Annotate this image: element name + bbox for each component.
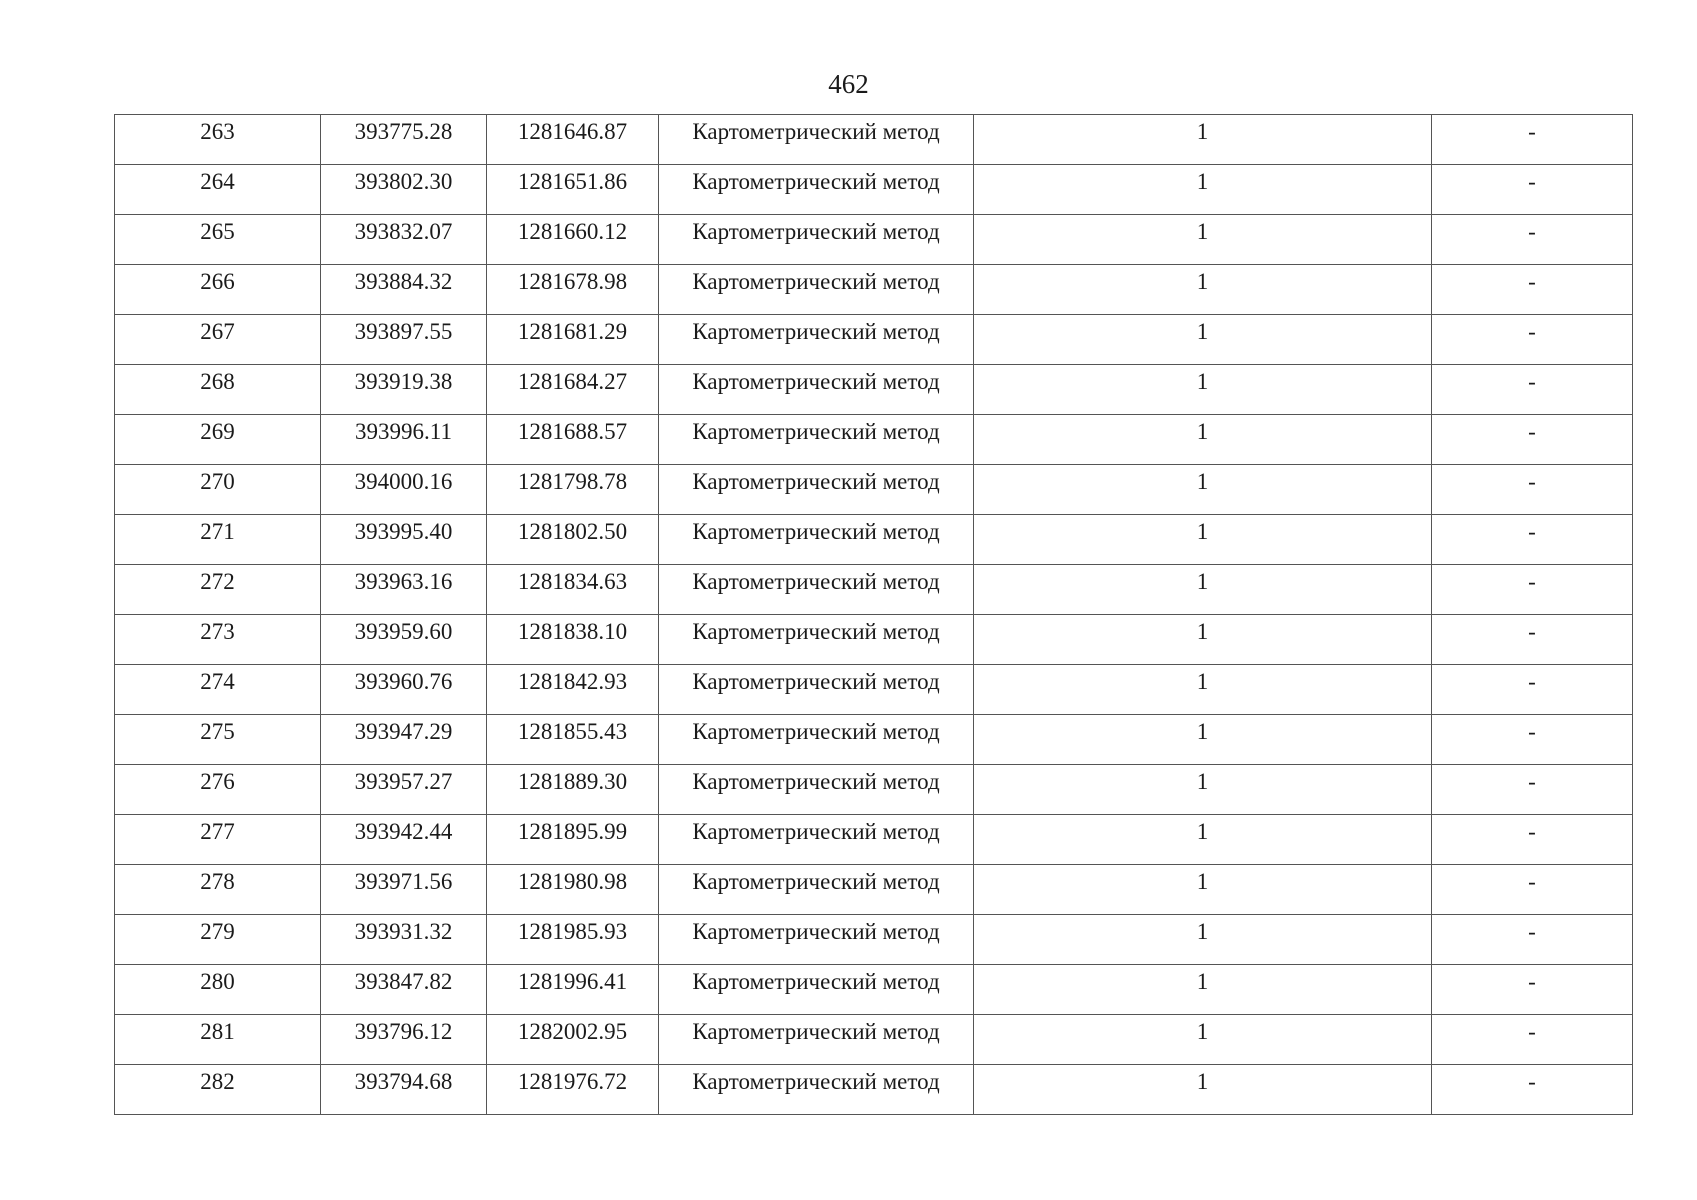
point-number-cell: 269 [115, 415, 321, 465]
note-cell: - [1432, 465, 1633, 515]
x-coordinate-cell: 393802.30 [321, 165, 487, 215]
accuracy-cell: 1 [974, 765, 1432, 815]
y-coordinate-cell: 1281798.78 [487, 465, 659, 515]
accuracy-cell: 1 [974, 615, 1432, 665]
method-cell: Картометрический метод [659, 115, 974, 165]
note-cell: - [1432, 615, 1633, 665]
method-cell: Картометрический метод [659, 415, 974, 465]
note-cell: - [1432, 215, 1633, 265]
point-number-cell: 268 [115, 365, 321, 415]
method-cell: Картометрический метод [659, 965, 974, 1015]
accuracy-cell: 1 [974, 165, 1432, 215]
x-coordinate-cell: 393884.32 [321, 265, 487, 315]
table-row [115, 715, 1633, 765]
method-cell: Картометрический метод [659, 315, 974, 365]
accuracy-cell: 1 [974, 315, 1432, 365]
y-coordinate-cell: 1281985.93 [487, 915, 659, 965]
table-row [115, 665, 1633, 715]
y-coordinate-cell: 1281980.98 [487, 865, 659, 915]
x-coordinate-cell: 393775.28 [321, 115, 487, 165]
y-coordinate-cell: 1281842.93 [487, 665, 659, 715]
y-coordinate-cell: 1281838.10 [487, 615, 659, 665]
table-row [115, 115, 1633, 165]
table-row [115, 815, 1633, 865]
x-coordinate-cell: 393796.12 [321, 1015, 487, 1065]
x-coordinate-cell: 393957.27 [321, 765, 487, 815]
accuracy-cell: 1 [974, 1015, 1432, 1065]
y-coordinate-cell: 1281684.27 [487, 365, 659, 415]
accuracy-cell: 1 [974, 465, 1432, 515]
y-coordinate-cell: 1281681.29 [487, 315, 659, 365]
note-cell: - [1432, 965, 1633, 1015]
note-cell: - [1432, 1015, 1633, 1065]
method-cell: Картометрический метод [659, 665, 974, 715]
x-coordinate-cell: 393963.16 [321, 565, 487, 615]
accuracy-cell: 1 [974, 815, 1432, 865]
table-row [115, 315, 1633, 365]
accuracy-cell: 1 [974, 665, 1432, 715]
table-row [115, 965, 1633, 1015]
method-cell: Картометрический метод [659, 565, 974, 615]
point-number-cell: 270 [115, 465, 321, 515]
note-cell: - [1432, 565, 1633, 615]
accuracy-cell: 1 [974, 365, 1432, 415]
table-row [115, 365, 1633, 415]
note-cell: - [1432, 915, 1633, 965]
method-cell: Картометрический метод [659, 915, 974, 965]
point-number-cell: 271 [115, 515, 321, 565]
y-coordinate-cell: 1282002.95 [487, 1015, 659, 1065]
y-coordinate-cell: 1281976.72 [487, 1065, 659, 1115]
table-row [115, 515, 1633, 565]
table-row [115, 915, 1633, 965]
note-cell: - [1432, 765, 1633, 815]
method-cell: Картометрический метод [659, 365, 974, 415]
point-number-cell: 278 [115, 865, 321, 915]
x-coordinate-cell: 393897.55 [321, 315, 487, 365]
method-cell: Картометрический метод [659, 515, 974, 565]
table-row [115, 1015, 1633, 1065]
method-cell: Картометрический метод [659, 815, 974, 865]
note-cell: - [1432, 165, 1633, 215]
table-row [115, 215, 1633, 265]
x-coordinate-cell: 393995.40 [321, 515, 487, 565]
accuracy-cell: 1 [974, 115, 1432, 165]
coordinates-table-body [115, 115, 1633, 1115]
accuracy-cell: 1 [974, 865, 1432, 915]
note-cell: - [1432, 365, 1633, 415]
x-coordinate-cell: 393847.82 [321, 965, 487, 1015]
point-number-cell: 267 [115, 315, 321, 365]
method-cell: Картометрический метод [659, 765, 974, 815]
x-coordinate-cell: 393794.68 [321, 1065, 487, 1115]
y-coordinate-cell: 1281688.57 [487, 415, 659, 465]
table-row [115, 865, 1633, 915]
y-coordinate-cell: 1281651.86 [487, 165, 659, 215]
x-coordinate-cell: 393960.76 [321, 665, 487, 715]
table-row [115, 615, 1633, 665]
note-cell: - [1432, 1065, 1633, 1115]
point-number-cell: 280 [115, 965, 321, 1015]
y-coordinate-cell: 1281646.87 [487, 115, 659, 165]
point-number-cell: 263 [115, 115, 321, 165]
x-coordinate-cell: 393947.29 [321, 715, 487, 765]
accuracy-cell: 1 [974, 515, 1432, 565]
y-coordinate-cell: 1281889.30 [487, 765, 659, 815]
table-row [115, 1065, 1633, 1115]
y-coordinate-cell: 1281855.43 [487, 715, 659, 765]
point-number-cell: 281 [115, 1015, 321, 1065]
method-cell: Картометрический метод [659, 215, 974, 265]
x-coordinate-cell: 393919.38 [321, 365, 487, 415]
accuracy-cell: 1 [974, 715, 1432, 765]
table-row [115, 415, 1633, 465]
method-cell: Картометрический метод [659, 465, 974, 515]
x-coordinate-cell: 393959.60 [321, 615, 487, 665]
x-coordinate-cell: 393971.56 [321, 865, 487, 915]
accuracy-cell: 1 [974, 415, 1432, 465]
note-cell: - [1432, 715, 1633, 765]
accuracy-cell: 1 [974, 965, 1432, 1015]
note-cell: - [1432, 515, 1633, 565]
table-row [115, 565, 1633, 615]
point-number-cell: 282 [115, 1065, 321, 1115]
accuracy-cell: 1 [974, 565, 1432, 615]
point-number-cell: 279 [115, 915, 321, 965]
y-coordinate-cell: 1281802.50 [487, 515, 659, 565]
y-coordinate-cell: 1281678.98 [487, 265, 659, 315]
point-number-cell: 273 [115, 615, 321, 665]
note-cell: - [1432, 115, 1633, 165]
method-cell: Картометрический метод [659, 615, 974, 665]
x-coordinate-cell: 394000.16 [321, 465, 487, 515]
note-cell: - [1432, 265, 1633, 315]
table-row [115, 265, 1633, 315]
point-number-cell: 275 [115, 715, 321, 765]
x-coordinate-cell: 393931.32 [321, 915, 487, 965]
note-cell: - [1432, 815, 1633, 865]
point-number-cell: 265 [115, 215, 321, 265]
point-number-cell: 277 [115, 815, 321, 865]
point-number-cell: 274 [115, 665, 321, 715]
y-coordinate-cell: 1281660.12 [487, 215, 659, 265]
table-row [115, 765, 1633, 815]
accuracy-cell: 1 [974, 215, 1432, 265]
point-number-cell: 272 [115, 565, 321, 615]
point-number-cell: 276 [115, 765, 321, 815]
note-cell: - [1432, 415, 1633, 465]
accuracy-cell: 1 [974, 265, 1432, 315]
y-coordinate-cell: 1281834.63 [487, 565, 659, 615]
method-cell: Картометрический метод [659, 865, 974, 915]
note-cell: - [1432, 315, 1633, 365]
method-cell: Картометрический метод [659, 165, 974, 215]
y-coordinate-cell: 1281895.99 [487, 815, 659, 865]
y-coordinate-cell: 1281996.41 [487, 965, 659, 1015]
note-cell: - [1432, 665, 1633, 715]
x-coordinate-cell: 393996.11 [321, 415, 487, 465]
page-number: 462 [828, 69, 869, 99]
note-cell: - [1432, 865, 1633, 915]
accuracy-cell: 1 [974, 915, 1432, 965]
point-number-cell: 266 [115, 265, 321, 315]
method-cell: Картометрический метод [659, 265, 974, 315]
method-cell: Картометрический метод [659, 715, 974, 765]
point-number-cell: 264 [115, 165, 321, 215]
x-coordinate-cell: 393832.07 [321, 215, 487, 265]
method-cell: Картометрический метод [659, 1015, 974, 1065]
coordinates-table [114, 114, 1633, 1115]
x-coordinate-cell: 393942.44 [321, 815, 487, 865]
accuracy-cell: 1 [974, 1065, 1432, 1115]
method-cell: Картометрический метод [659, 1065, 974, 1115]
table-row [115, 465, 1633, 515]
table-row [115, 165, 1633, 215]
